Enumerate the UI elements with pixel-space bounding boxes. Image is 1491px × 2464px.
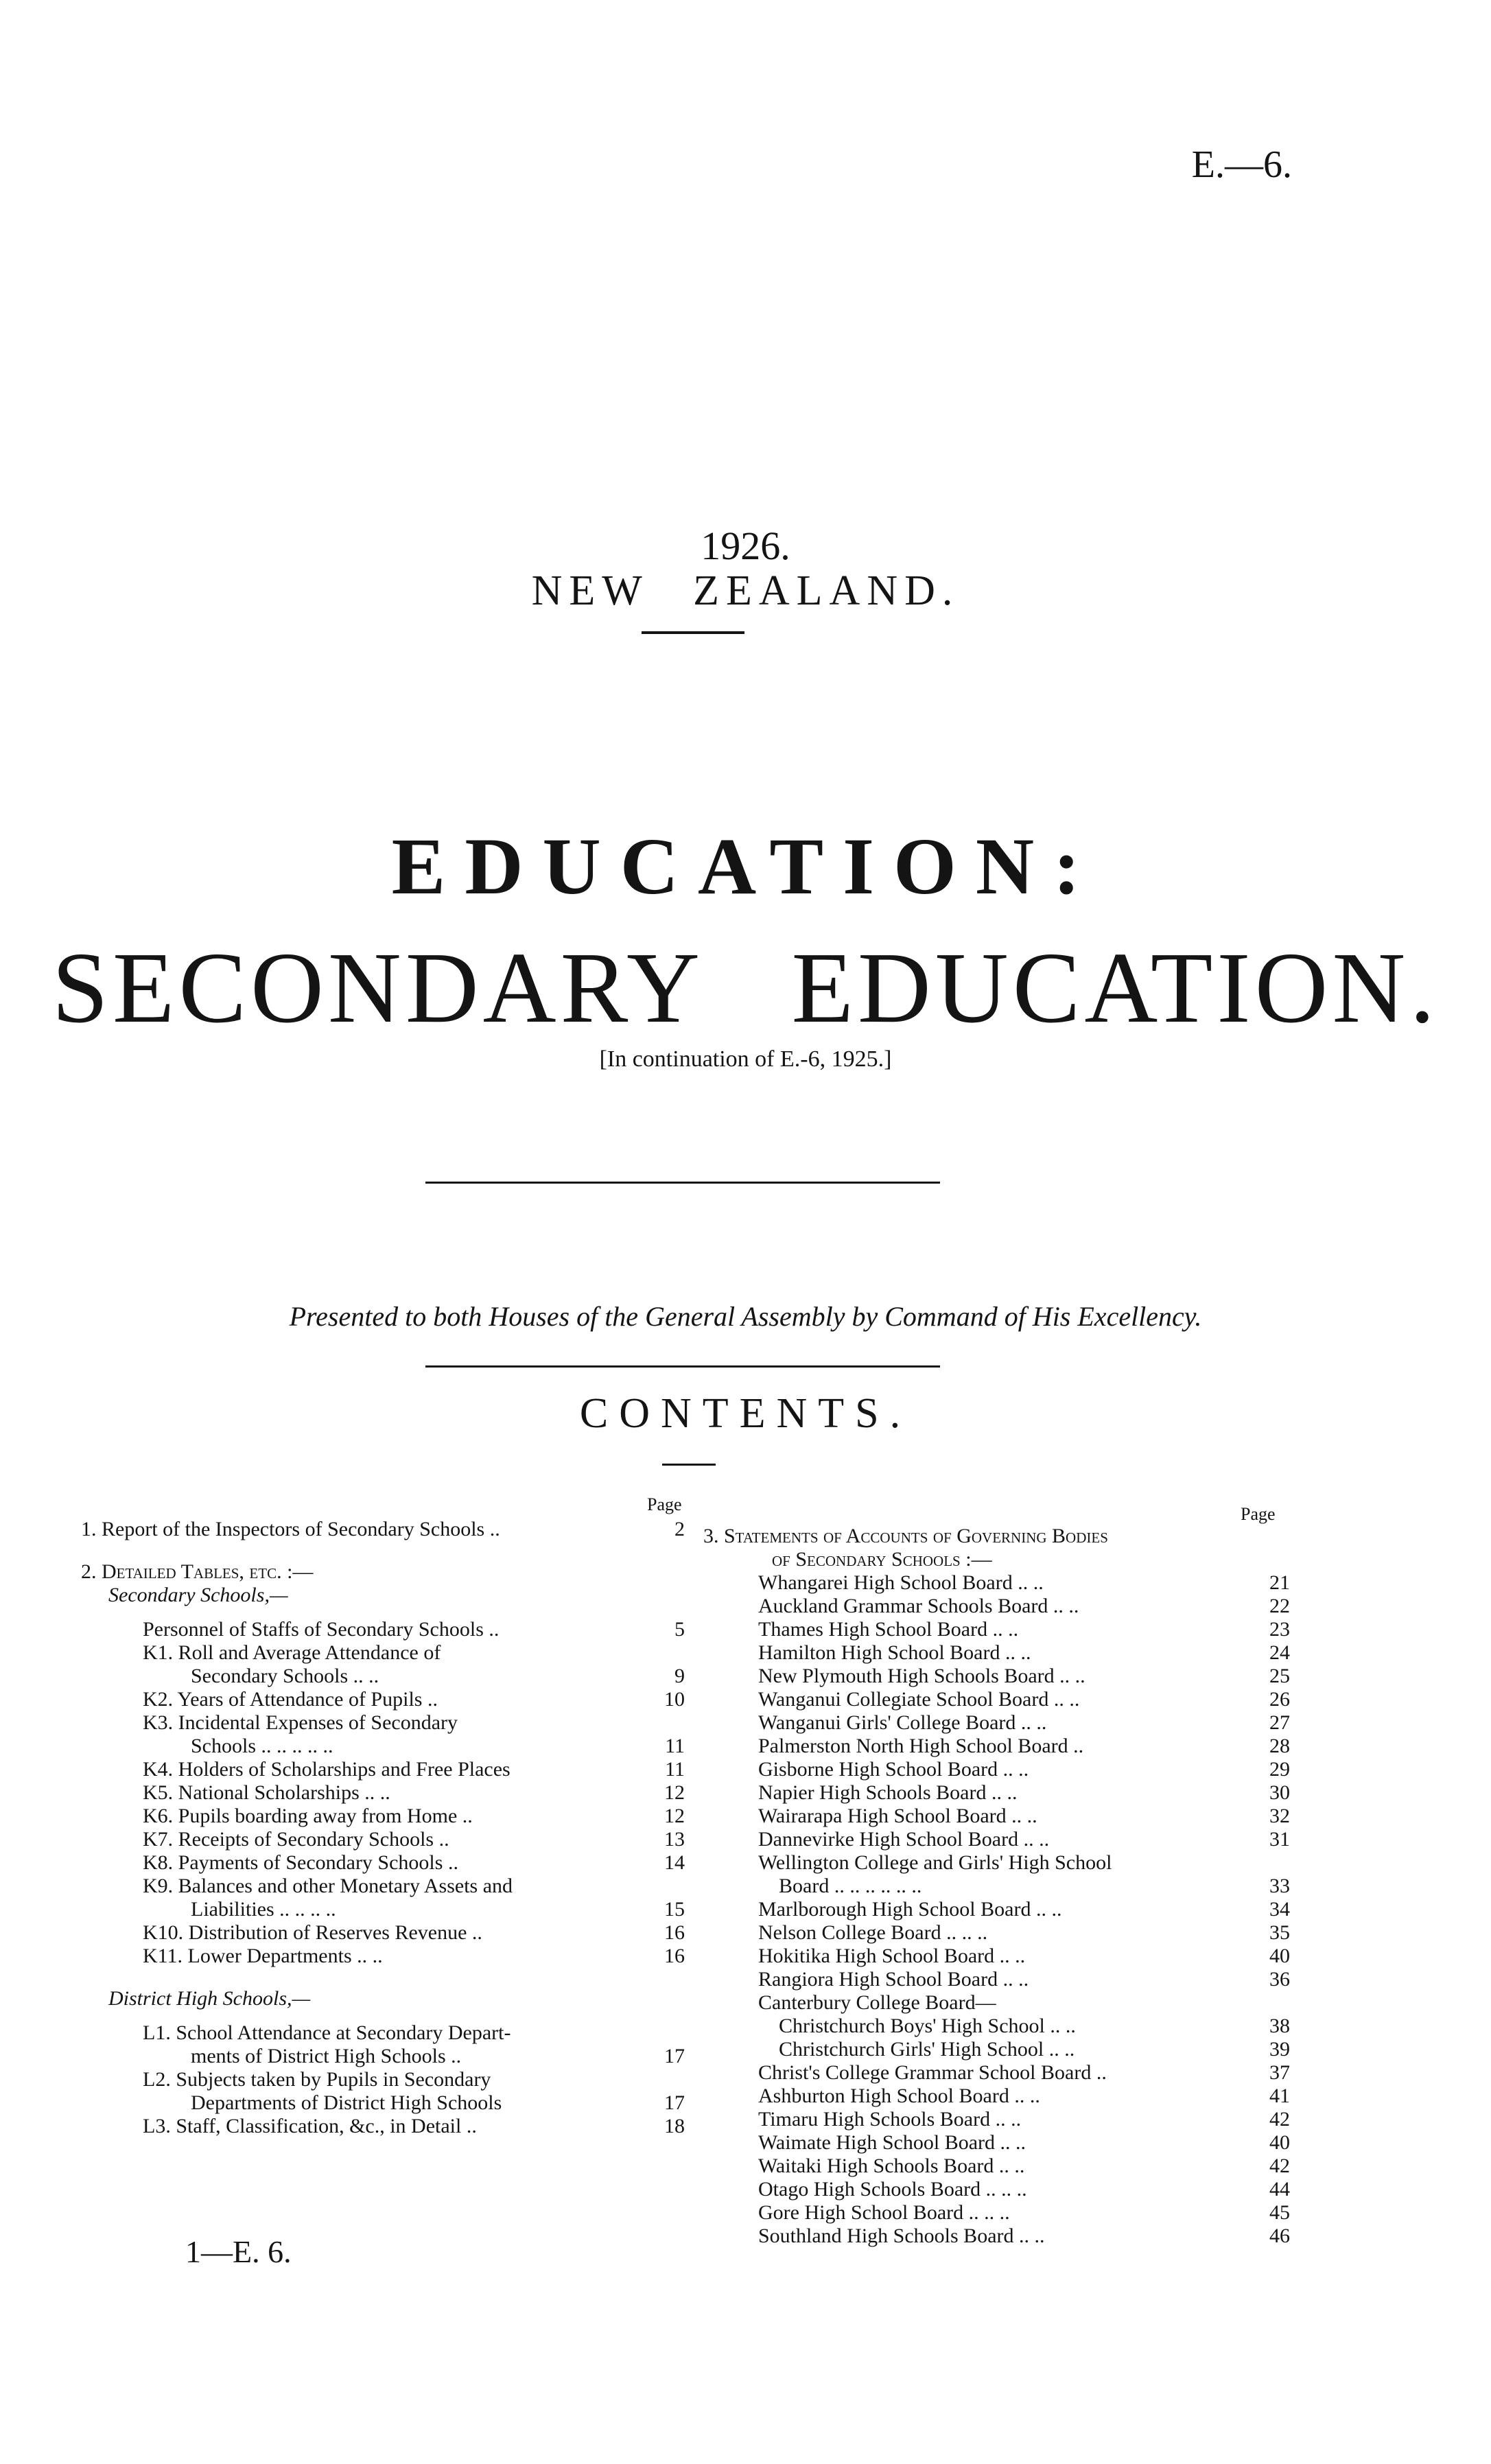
contents-entry-title: Canterbury College Board— — [758, 1991, 996, 2014]
contents-entry-page: 15 — [664, 1898, 685, 1921]
contents-entry — [81, 2021, 685, 2045]
contents-entry — [703, 1898, 1290, 1921]
contents-entry-title: Palmerston North High School Board .. — [758, 1735, 1084, 1757]
page-column-label-left: Page — [647, 1494, 682, 1514]
contents-entry — [81, 1618, 685, 1641]
contents-entry-title: K5. National Scholarships .. .. — [143, 1781, 390, 1804]
contents-entry-title: Secondary Schools .. .. — [191, 1665, 379, 1687]
contents-entry-title: Whangarei High School Board .. .. — [758, 1571, 1044, 1594]
contents-entry — [703, 1525, 1290, 1548]
contents-entry — [703, 2061, 1290, 2085]
contents-entry-title: Southland High Schools Board .. .. — [758, 2225, 1045, 2247]
contents-entry-title: of Secondary Schools :— — [772, 1548, 992, 1571]
continuation-note: [In continuation of E.-6, 1925.] — [599, 1046, 892, 1072]
contents-entry-title: K4. Holders of Scholarships and Free Places — [143, 1758, 510, 1781]
contents-entry — [703, 2155, 1290, 2178]
contents-entry — [703, 2108, 1290, 2131]
contents-entry-title: 2. Detailed Tables, etc. :— — [81, 1560, 314, 1583]
contents-entry-title: Thames High School Board .. .. — [758, 1618, 1019, 1641]
contents-entry-page: 38 — [1269, 2015, 1290, 2037]
contents-entry-title: K7. Receipts of Secondary Schools .. — [143, 1828, 449, 1851]
contents-entry — [81, 1560, 685, 1584]
contents-entry-title: Marlborough High School Board .. .. — [758, 1898, 1062, 1921]
contents-entry — [703, 1711, 1290, 1735]
contents-entry-page: 28 — [1269, 1735, 1290, 1757]
contents-entry — [81, 1781, 685, 1805]
contents-entry-page: 11 — [665, 1735, 685, 1757]
contents-entry-page: 44 — [1269, 2178, 1290, 2201]
contents-entry-title: Liabilities .. .. .. .. — [191, 1898, 336, 1921]
contents-left-column — [81, 1518, 685, 2138]
contents-entry-page: 14 — [664, 1851, 685, 1874]
contents-entry-page: 40 — [1269, 1945, 1290, 1967]
contents-entry — [703, 1571, 1290, 1595]
contents-entry-title: K2. Years of Attendance of Pupils .. — [143, 1688, 438, 1711]
contents-entry-page: 5 — [674, 1618, 685, 1641]
contents-entry — [703, 2225, 1290, 2248]
contents-entry-page: 36 — [1269, 1968, 1290, 1991]
contents-entry — [81, 1828, 685, 1851]
contents-entry — [81, 1921, 685, 1945]
contents-entry-title: Timaru High Schools Board .. .. — [758, 2108, 1022, 2131]
contents-entry-page: 10 — [664, 1688, 685, 1711]
contents-entry-page: 31 — [1269, 1828, 1290, 1851]
contents-entry — [703, 2038, 1290, 2061]
contents-entry-title: Gore High School Board .. .. .. — [758, 2201, 1010, 2224]
contents-entry — [81, 1735, 685, 1758]
contents-entry — [81, 1711, 685, 1735]
presentation-note: Presented to both Houses of the General Assembly by Command of His Excellency. — [289, 1301, 1202, 1332]
contents-entry — [81, 1518, 685, 1541]
contents-entry-title: K6. Pupils boarding away from Home .. — [143, 1805, 473, 1827]
contents-entry-title: Napier High Schools Board .. .. — [758, 1781, 1018, 1804]
contents-entry-title: Hamilton High School Board .. .. — [758, 1641, 1031, 1664]
contents-entry — [81, 1641, 685, 1665]
contents-divider — [662, 1464, 716, 1466]
country-name: NEW ZEALAND. — [531, 567, 960, 614]
contents-entry — [81, 1987, 685, 2010]
contents-entry-title: 3. Statements of Accounts of Governing Bodies — [703, 1525, 1108, 1547]
contents-entry-title: L2. Subjects taken by Pupils in Secondary — [143, 2068, 491, 2091]
contents-entry-title: K11. Lower Departments .. .. — [143, 1945, 383, 1967]
contents-entry — [703, 1875, 1290, 1898]
contents-entry — [703, 2131, 1290, 2155]
contents-entry-title: Otago High Schools Board .. .. .. — [758, 2178, 1027, 2201]
contents-entry — [703, 1595, 1290, 1618]
contents-entry — [703, 1688, 1290, 1711]
contents-entry — [81, 1688, 685, 1711]
contents-entry — [81, 2091, 685, 2115]
contents-entry — [703, 1968, 1290, 1991]
contents-entry-title: Waimate High School Board .. .. — [758, 2131, 1026, 2154]
contents-heading: CONTENTS. — [579, 1390, 912, 1437]
contents-entry-page: 17 — [664, 2091, 685, 2114]
contents-entry-page: 12 — [664, 1805, 685, 1827]
contents-entry — [703, 1851, 1290, 1875]
contents-entry-title: K1. Roll and Average Attendance of — [143, 1641, 441, 1664]
contents-entry — [81, 2068, 685, 2091]
contents-entry — [703, 1991, 1290, 2015]
subtitle: SECONDARY EDUCATION. — [51, 932, 1440, 1044]
contents-entry-title: Christchurch Boys' High School .. .. — [779, 2015, 1076, 2037]
contents-entry — [703, 1921, 1290, 1945]
contents-entry-page: 29 — [1269, 1758, 1290, 1781]
contents-entry-page: 30 — [1269, 1781, 1290, 1804]
contents-entry — [81, 1665, 685, 1688]
contents-entry-title: District High Schools,— — [108, 1987, 311, 2010]
footer-code: 1—E. 6. — [185, 2234, 292, 2269]
contents-entry — [81, 2045, 685, 2068]
contents-entry-page: 24 — [1269, 1641, 1290, 1664]
contents-entry — [703, 1548, 1290, 1571]
contents-entry-title: Wellington College and Girls' High School — [758, 1851, 1112, 1874]
contents-entry-page: 42 — [1269, 2108, 1290, 2131]
contents-entry-title: L1. School Attendance at Secondary Depart- — [143, 2021, 511, 2044]
contents-entry-title: 1. Report of the Inspectors of Secondary Schools .. — [81, 1518, 500, 1540]
contents-entry — [703, 2085, 1290, 2108]
contents-entry-page: 41 — [1269, 2085, 1290, 2107]
contents-entry-title: K3. Incidental Expenses of Secondary — [143, 1711, 458, 1734]
contents-entry-title: Board .. .. .. .. .. .. — [779, 1875, 922, 1897]
contents-entry-page: 17 — [664, 2045, 685, 2067]
contents-entry — [703, 1735, 1290, 1758]
page-column-label-right: Page — [1241, 1504, 1276, 1524]
contents-entry — [81, 1851, 685, 1875]
contents-right-column — [703, 1525, 1290, 2248]
contents-entry — [703, 1758, 1290, 1781]
contents-entry-page: 45 — [1269, 2201, 1290, 2224]
contents-entry — [703, 2201, 1290, 2225]
document-code: E.—6. — [1191, 143, 1292, 186]
contents-entry-page: 42 — [1269, 2155, 1290, 2177]
contents-entry — [81, 2115, 685, 2138]
contents-entry-title: Wanganui Girls' College Board .. .. — [758, 1711, 1047, 1734]
contents-entry — [703, 1805, 1290, 1828]
contents-entry-title: K10. Distribution of Reserves Revenue .. — [143, 1921, 482, 1944]
contents-entry-title: Secondary Schools,— — [108, 1584, 288, 1606]
contents-entry-page: 26 — [1269, 1688, 1290, 1711]
contents-entry-page: 37 — [1269, 2061, 1290, 2084]
contents-entry-title: Personnel of Staffs of Secondary Schools .. — [143, 1618, 500, 1641]
contents-entry — [81, 1875, 685, 1898]
contents-entry-page: 9 — [674, 1665, 685, 1687]
contents-entry — [703, 1665, 1290, 1688]
contents-entry — [703, 1828, 1290, 1851]
contents-entry-page: 25 — [1269, 1665, 1290, 1687]
contents-entry-page: 11 — [665, 1758, 685, 1781]
contents-entry-title: Wairarapa High School Board .. .. — [758, 1805, 1037, 1827]
contents-entry-title: Waitaki High Schools Board .. .. — [758, 2155, 1025, 2177]
divider-top — [425, 1182, 940, 1184]
contents-entry — [81, 1758, 685, 1781]
contents-entry-title: ments of District High Schools .. — [191, 2045, 462, 2067]
contents-entry-title: Nelson College Board .. .. .. — [758, 1921, 988, 1944]
contents-entry — [703, 2178, 1290, 2201]
contents-entry-page: 33 — [1269, 1875, 1290, 1897]
contents-entry-page: 21 — [1269, 1571, 1290, 1594]
contents-entry-title: Wanganui Collegiate School Board .. .. — [758, 1688, 1080, 1711]
contents-entry-title: New Plymouth High Schools Board .. .. — [758, 1665, 1085, 1687]
contents-entry-page: 27 — [1269, 1711, 1290, 1734]
divider-bottom — [425, 1365, 940, 1368]
contents-entry-page: 16 — [664, 1945, 685, 1967]
contents-entry-page: 13 — [664, 1828, 685, 1851]
contents-entry-page: 2 — [674, 1518, 685, 1540]
contents-entry-title: Departments of District High Schools — [191, 2091, 502, 2114]
contents-entry-title: Schools .. .. .. .. .. — [191, 1735, 333, 1757]
header-divider — [642, 631, 744, 634]
contents-entry-title: Auckland Grammar Schools Board .. .. — [758, 1595, 1079, 1617]
contents-entry — [81, 1898, 685, 1921]
contents-entry-page: 32 — [1269, 1805, 1290, 1827]
contents-entry-page: 35 — [1269, 1921, 1290, 1944]
contents-entry-title: Christchurch Girls' High School .. .. — [779, 2038, 1075, 2061]
contents-entry-page: 18 — [664, 2115, 685, 2137]
contents-entry-page: 23 — [1269, 1618, 1290, 1641]
contents-entry-page: 40 — [1269, 2131, 1290, 2154]
contents-entry-title: Rangiora High School Board .. .. — [758, 1968, 1029, 1991]
contents-entry-title: Hokitika High School Board .. .. — [758, 1945, 1026, 1967]
contents-entry-title: K9. Balances and other Monetary Assets and — [143, 1875, 513, 1897]
contents-entry-page: 16 — [664, 1921, 685, 1944]
contents-entry-title: K8. Payments of Secondary Schools .. — [143, 1851, 458, 1874]
contents-entry-title: Dannevirke High School Board .. .. — [758, 1828, 1050, 1851]
contents-entry — [81, 1805, 685, 1828]
contents-entry-title: Christ's College Grammar School Board .. — [758, 2061, 1107, 2084]
contents-entry — [703, 1781, 1290, 1805]
contents-entry-page: 46 — [1269, 2225, 1290, 2247]
contents-entry — [81, 1584, 685, 1607]
main-title: EDUCATION: — [391, 821, 1100, 911]
publication-year: 1926. — [701, 524, 790, 568]
contents-entry — [81, 1945, 685, 1968]
contents-entry-title: Gisborne High School Board .. .. — [758, 1758, 1029, 1781]
contents-entry — [703, 1945, 1290, 1968]
contents-entry — [703, 1641, 1290, 1665]
contents-entry-page: 34 — [1269, 1898, 1290, 1921]
contents-entry — [703, 1618, 1290, 1641]
contents-entry-title: Ashburton High School Board .. .. — [758, 2085, 1040, 2107]
contents-entry-title: L3. Staff, Classification, &c., in Detail .. — [143, 2115, 477, 2137]
contents-entry — [703, 2015, 1290, 2038]
contents-entry-page: 39 — [1269, 2038, 1290, 2061]
contents-entry-page: 22 — [1269, 1595, 1290, 1617]
contents-entry-page: 12 — [664, 1781, 685, 1804]
